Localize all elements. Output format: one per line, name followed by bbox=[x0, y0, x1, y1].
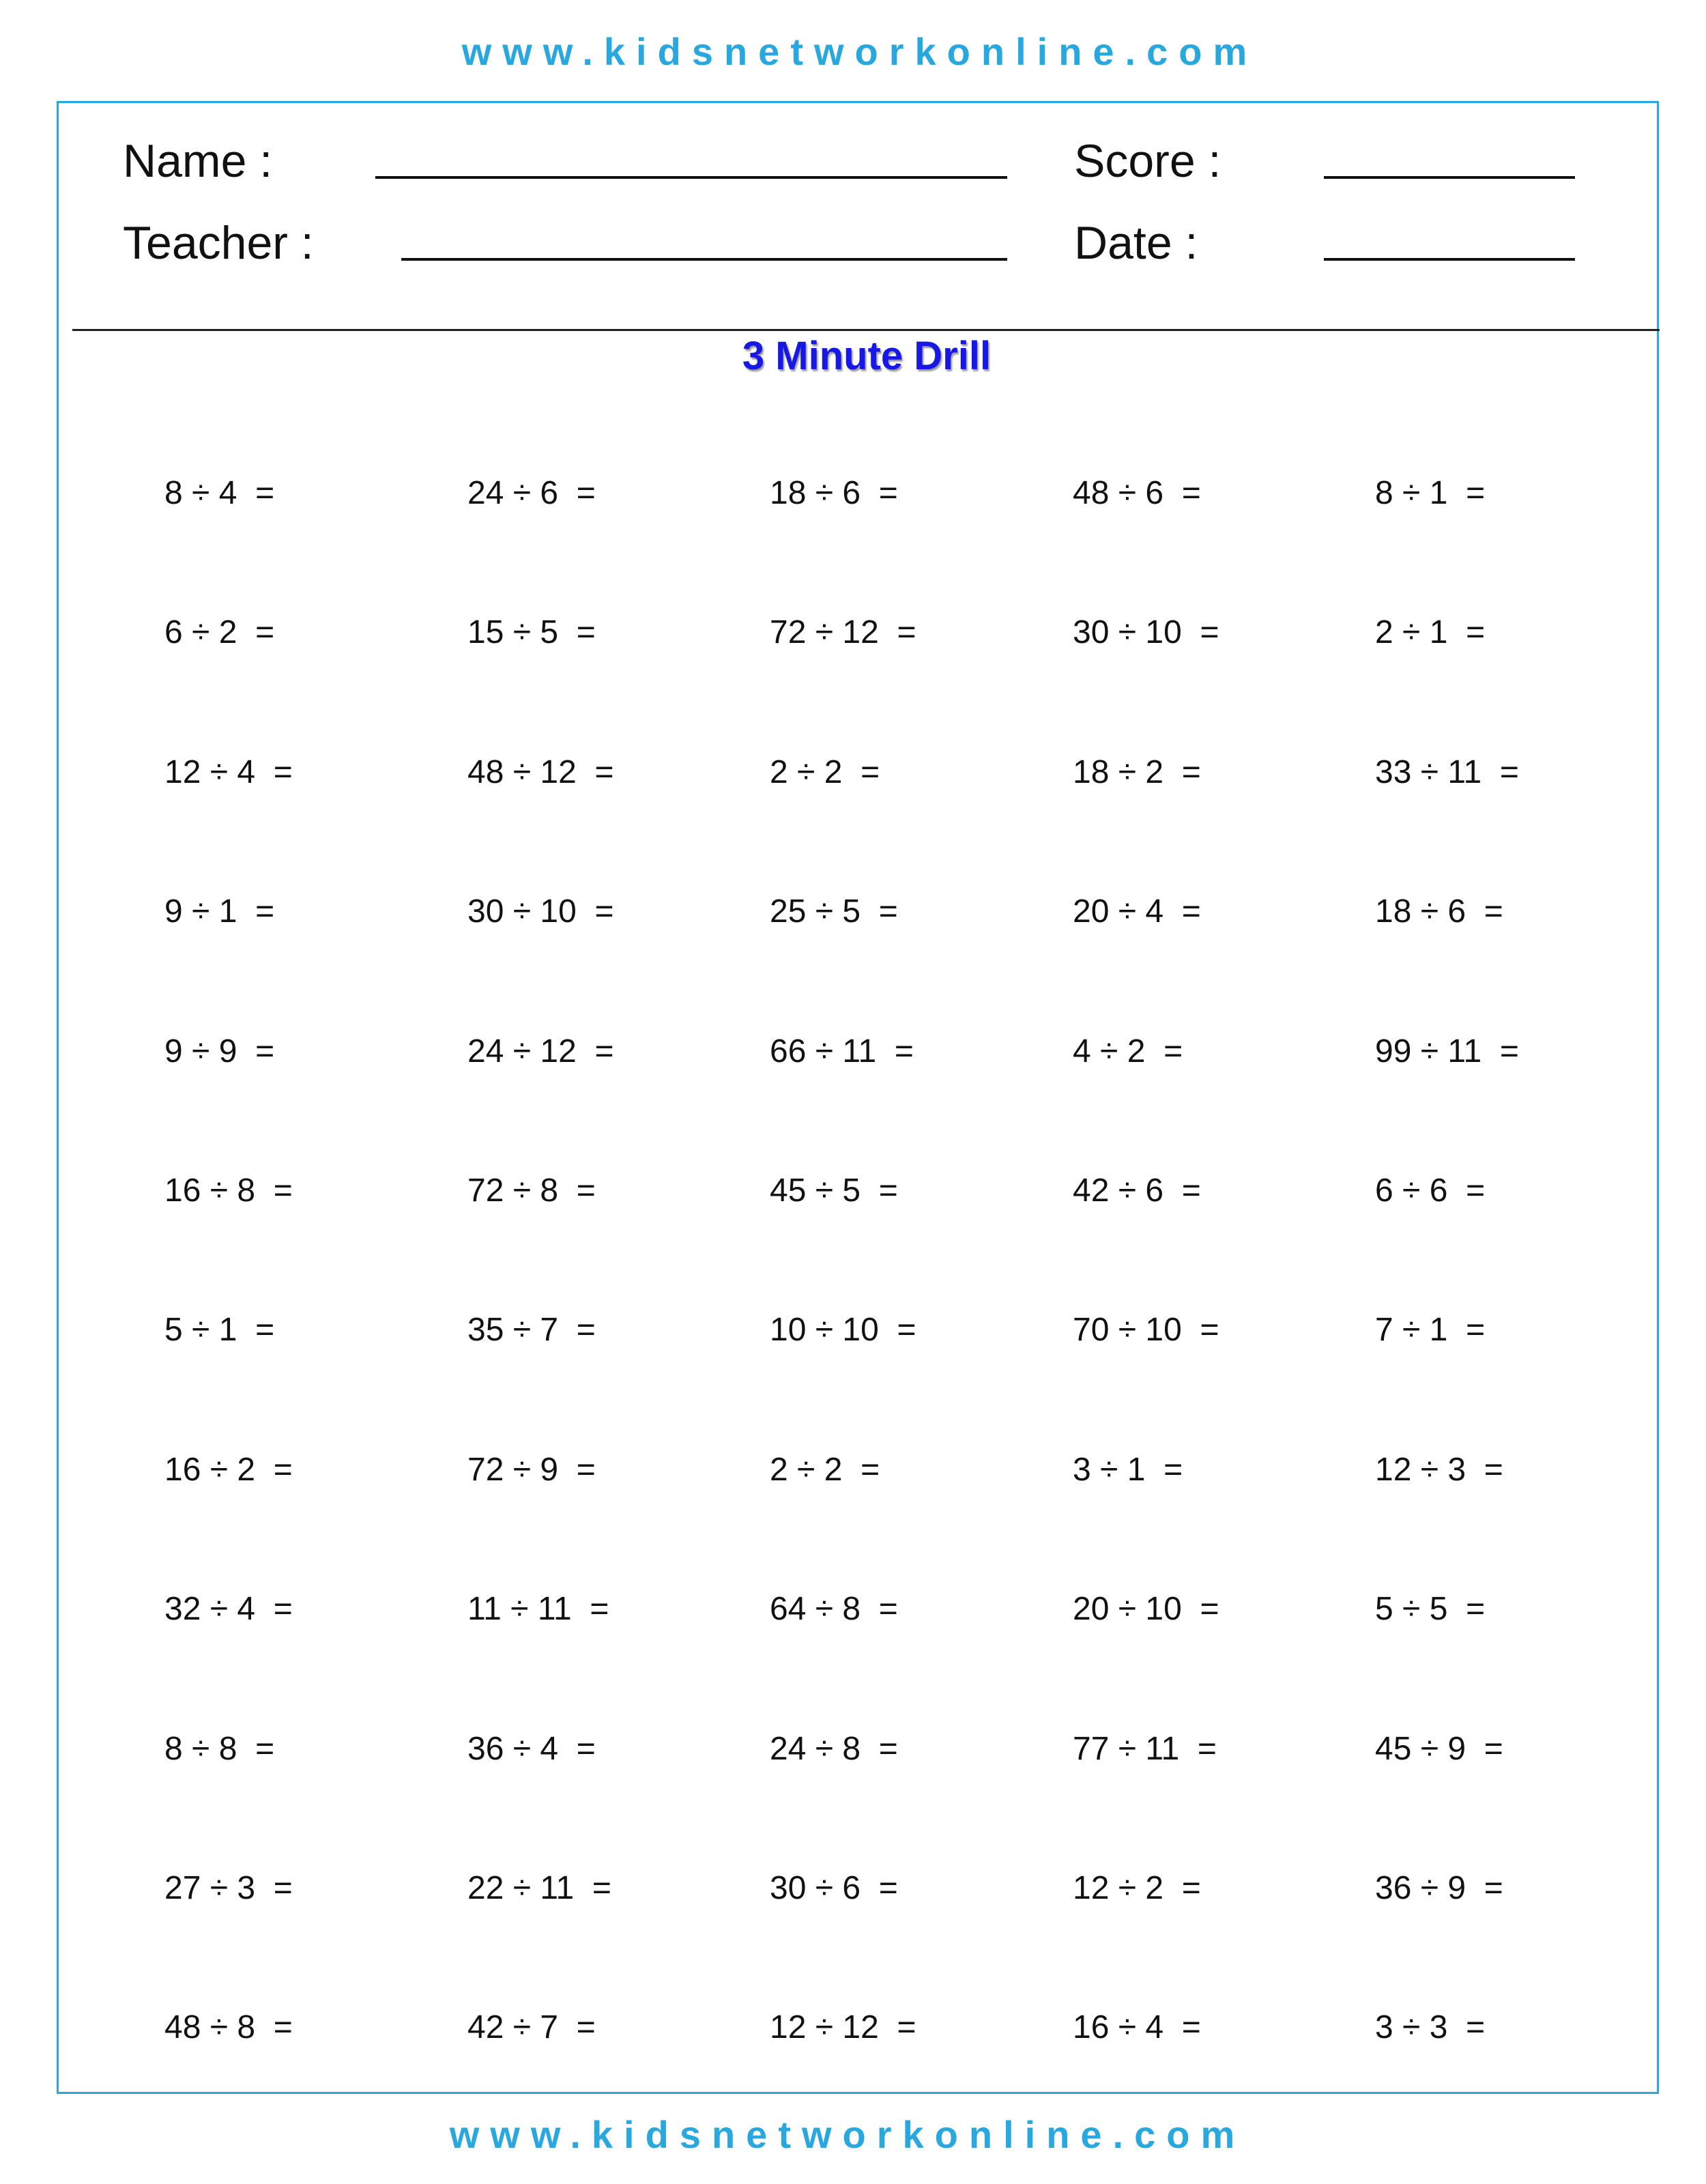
division-problem: 9 ÷ 9 = bbox=[164, 1033, 275, 1069]
division-problem: 8 ÷ 1 = bbox=[1375, 475, 1486, 511]
division-problem: 48 ÷ 8 = bbox=[164, 2009, 293, 2045]
division-problem: 9 ÷ 1 = bbox=[164, 893, 275, 930]
division-problem: 8 ÷ 4 = bbox=[164, 475, 275, 511]
division-problem: 3 ÷ 3 = bbox=[1375, 2009, 1486, 2045]
division-problem: 70 ÷ 10 = bbox=[1073, 1312, 1219, 1348]
teacher-field[interactable] bbox=[401, 258, 1007, 261]
division-problem: 20 ÷ 10 = bbox=[1073, 1591, 1219, 1627]
division-problem: 2 ÷ 2 = bbox=[770, 1452, 880, 1488]
division-problem: 99 ÷ 11 = bbox=[1375, 1033, 1519, 1069]
division-problem: 16 ÷ 2 = bbox=[164, 1452, 293, 1488]
teacher-label: Teacher : bbox=[123, 217, 314, 269]
division-problem: 3 ÷ 1 = bbox=[1073, 1452, 1183, 1488]
division-problem: 32 ÷ 4 = bbox=[164, 1591, 293, 1627]
division-problem: 33 ÷ 11 = bbox=[1375, 754, 1519, 790]
division-problem: 64 ÷ 8 = bbox=[770, 1591, 898, 1627]
name-field[interactable] bbox=[375, 176, 1007, 179]
division-problem: 45 ÷ 9 = bbox=[1375, 1731, 1503, 1767]
division-problem: 36 ÷ 9 = bbox=[1375, 1870, 1503, 1906]
division-problem: 24 ÷ 12 = bbox=[467, 1033, 614, 1069]
division-problem: 30 ÷ 10 = bbox=[467, 893, 614, 930]
division-problem: 42 ÷ 7 = bbox=[467, 2009, 596, 2045]
division-problem: 15 ÷ 5 = bbox=[467, 614, 596, 650]
division-problem: 25 ÷ 5 = bbox=[770, 893, 898, 930]
division-problem: 42 ÷ 6 = bbox=[1073, 1173, 1201, 1209]
division-problem: 4 ÷ 2 = bbox=[1073, 1033, 1183, 1069]
division-problem: 18 ÷ 6 = bbox=[770, 475, 898, 511]
division-problem: 12 ÷ 3 = bbox=[1375, 1452, 1503, 1488]
division-problem: 8 ÷ 8 = bbox=[164, 1731, 275, 1767]
division-problem: 16 ÷ 4 = bbox=[1073, 2009, 1201, 2045]
division-problem: 72 ÷ 12 = bbox=[770, 614, 916, 650]
division-problem: 6 ÷ 2 = bbox=[164, 614, 275, 650]
division-problem: 12 ÷ 12 = bbox=[770, 2009, 916, 2045]
score-label: Score : bbox=[1074, 135, 1221, 187]
division-problem: 11 ÷ 11 = bbox=[467, 1591, 609, 1627]
division-problem: 48 ÷ 6 = bbox=[1073, 475, 1201, 511]
division-problem: 6 ÷ 6 = bbox=[1375, 1173, 1486, 1209]
division-problem: 77 ÷ 11 = bbox=[1073, 1731, 1217, 1767]
division-problem: 30 ÷ 6 = bbox=[770, 1870, 898, 1906]
division-problem: 45 ÷ 5 = bbox=[770, 1173, 898, 1209]
date-field[interactable] bbox=[1324, 258, 1575, 261]
division-problem: 22 ÷ 11 = bbox=[467, 1870, 611, 1906]
division-problem: 72 ÷ 9 = bbox=[467, 1452, 596, 1488]
name-label: Name : bbox=[123, 135, 273, 187]
division-problem: 24 ÷ 6 = bbox=[467, 475, 596, 511]
division-problem: 36 ÷ 4 = bbox=[467, 1731, 596, 1767]
division-problem: 5 ÷ 5 = bbox=[1375, 1591, 1486, 1627]
division-problem: 27 ÷ 3 = bbox=[164, 1870, 293, 1906]
division-problem: 16 ÷ 8 = bbox=[164, 1173, 293, 1209]
division-problem: 12 ÷ 4 = bbox=[164, 754, 293, 790]
worksheet-frame bbox=[57, 101, 1659, 2094]
division-problem: 2 ÷ 1 = bbox=[1375, 614, 1486, 650]
page-title: 3 Minute Drill bbox=[742, 334, 992, 378]
division-problem: 35 ÷ 7 = bbox=[467, 1312, 596, 1348]
website-url-bottom: www.kidsnetworkonline.com bbox=[449, 2113, 1246, 2156]
score-field[interactable] bbox=[1324, 176, 1575, 179]
division-problem: 2 ÷ 2 = bbox=[770, 754, 880, 790]
division-problem: 48 ÷ 12 = bbox=[467, 754, 614, 790]
division-problem: 12 ÷ 2 = bbox=[1073, 1870, 1201, 1906]
division-problem: 66 ÷ 11 = bbox=[770, 1033, 914, 1069]
division-problem: 18 ÷ 6 = bbox=[1375, 893, 1503, 930]
division-problem: 18 ÷ 2 = bbox=[1073, 754, 1201, 790]
division-problem: 5 ÷ 1 = bbox=[164, 1312, 275, 1348]
division-problem: 24 ÷ 8 = bbox=[770, 1731, 898, 1767]
division-problem: 20 ÷ 4 = bbox=[1073, 893, 1201, 930]
website-url-top: www.kidsnetworkonline.com bbox=[461, 30, 1258, 73]
division-problem: 7 ÷ 1 = bbox=[1375, 1312, 1486, 1348]
division-problem: 72 ÷ 8 = bbox=[467, 1173, 596, 1209]
division-problem: 30 ÷ 10 = bbox=[1073, 614, 1219, 650]
division-problem: 10 ÷ 10 = bbox=[770, 1312, 916, 1348]
date-label: Date : bbox=[1074, 217, 1198, 269]
